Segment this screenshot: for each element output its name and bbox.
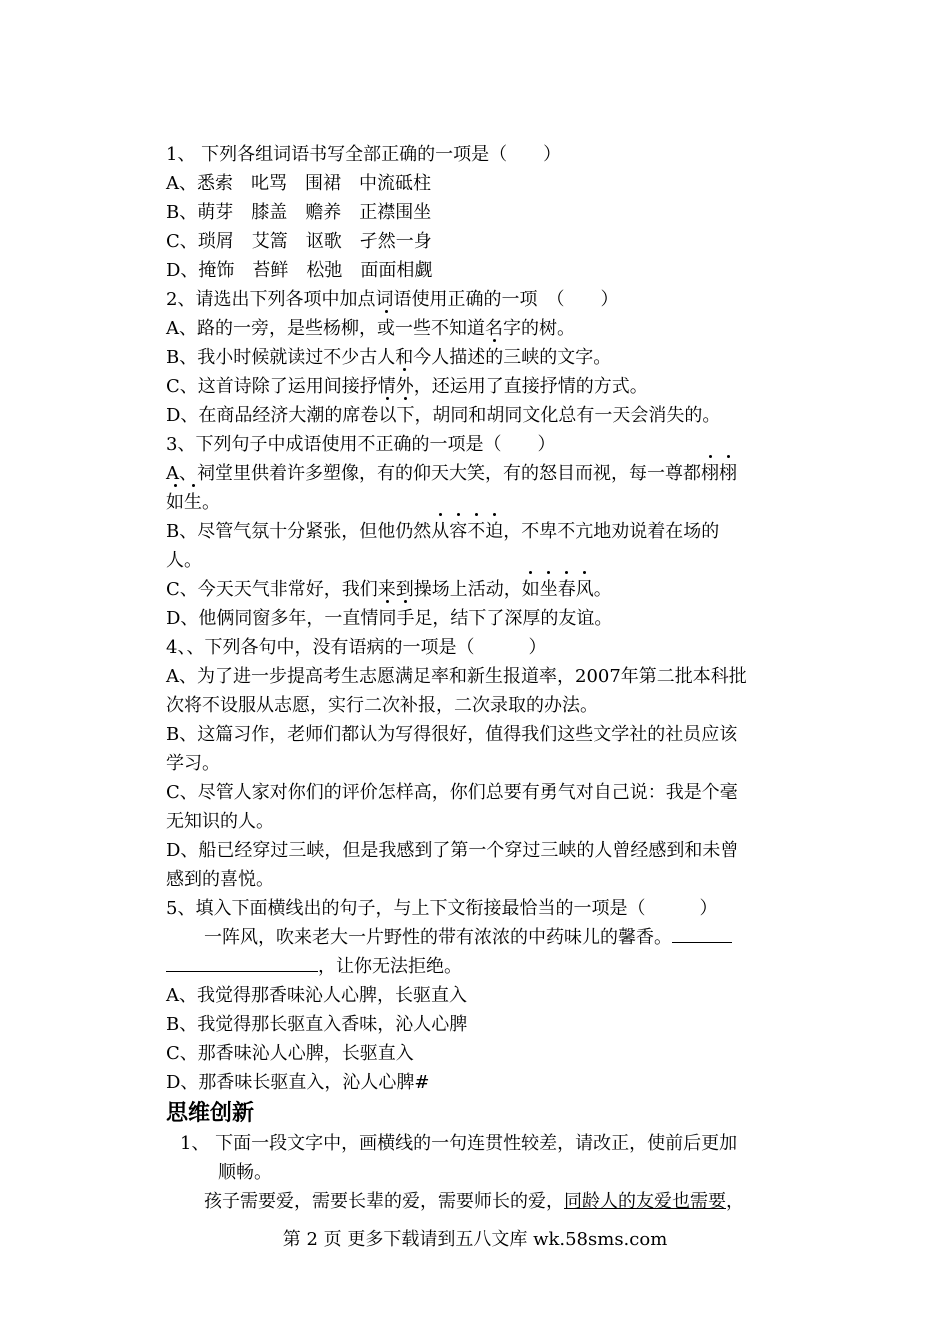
option-text: D、他俩同窗多年，一直情 <box>166 608 379 629</box>
passage-text: 一阵风，吹来老大一片野性的带有浓浓的中药味儿的馨香。 <box>204 927 672 948</box>
dotted-char: 春 <box>558 575 576 604</box>
section-item-1-line1: 1、 下面一段文字中，画横线的一句连贯性较差，请改正，使前后更加 <box>180 1133 738 1154</box>
option-text: ，还运用了直接抒情的方式。 <box>413 376 648 397</box>
dotted-char: 容 <box>449 517 467 546</box>
option-text: A、路的一旁，是些杨柳， <box>166 318 377 339</box>
question-2-option-c <box>166 372 786 401</box>
dotted-char: 如 <box>522 575 540 604</box>
question-4-option-a-line2: 次将不设服从志愿，实行二次补报，二次录取的办法。 <box>166 695 598 716</box>
question-2-option-b <box>166 343 786 372</box>
question-1-option-d: D、掩饰 苔鲜 松弛 面面相觑 <box>166 260 433 281</box>
question-5-option-b: B、我觉得那长驱直入香味，沁人心脾 <box>166 1014 468 1035</box>
question-5-option-c: C、那香味沁人心脾，长驱直入 <box>166 1043 414 1064</box>
dotted-word <box>378 608 414 629</box>
dotted-word <box>701 463 737 484</box>
question-5-passage-line2 <box>166 952 786 981</box>
option-text: A、祠堂里供着许多塑像，有的仰天大笑，有的怒目而视，每一尊都 <box>166 463 701 484</box>
option-text: C、这首诗除了运用间接抒情 <box>166 376 396 397</box>
dotted-char: 手 <box>396 604 414 633</box>
option-text: B、尽管气氛十分紧张，但他仍然 <box>166 521 432 542</box>
dotted-char: 以 <box>378 401 396 430</box>
dotted-word <box>431 521 503 542</box>
dotted-word: 的 <box>485 343 503 372</box>
page-content <box>166 140 786 1216</box>
dotted-char: 坐 <box>540 575 558 604</box>
dotted-word: 外 <box>396 372 414 401</box>
dotted-char: 风 <box>576 575 594 604</box>
dotted-char: 栩 <box>719 459 737 488</box>
question-4-option-d-line1: D、船已经穿过三峡，但是我感到了第一个穿过三峡的人曾经感到和未曾 <box>166 840 739 861</box>
question-4-option-d-line2: 感到的喜悦。 <box>166 869 274 890</box>
question-4-stem: 4、、下列各句中，没有语病的一项是（ ） <box>166 637 547 658</box>
question-1-option-c: C、琐屑 艾篙 讴歌 孑然一身 <box>166 231 432 252</box>
section-heading: 思维创新 <box>166 1101 255 1126</box>
question-4-option-b-line1: B、这篇习作，老师们都认为写得很好，值得我们这些文学社的社员应该 <box>166 724 738 745</box>
option-text: C、今天天气非常好，我们来到操场上活动， <box>166 579 522 600</box>
question-4-option-a-line1: A、为了进一步提高考生志愿满足率和新生报道率，2007年第二批本科批 <box>166 666 747 687</box>
dotted-char: 如 <box>166 488 184 517</box>
dotted-char: 迫 <box>485 517 503 546</box>
question-5-passage-line1 <box>166 923 786 952</box>
section-item-1-line2: 顺畅。 <box>218 1162 272 1183</box>
question-5-option-d: D、那香味长驱直入，沁人心脾# <box>166 1072 430 1093</box>
question-1-option-a: A、悉索 叱骂 围裙 中流砥柱 <box>166 173 431 194</box>
dotted-word <box>378 405 414 426</box>
question-5-stem: 5、填入下面横线出的句子，与上下文衔接最恰当的一项是（ ） <box>166 898 718 919</box>
question-3-option-b-line2: 人。 <box>166 550 202 571</box>
option-text: B、我小时候就读过不少古人和今人描述 <box>166 347 486 368</box>
option-text: 。 <box>202 492 220 513</box>
section-passage <box>166 1187 786 1216</box>
question-3-stem: 3、下列句子中成语使用不正确的一项是（ ） <box>166 434 556 455</box>
question-3-option-c <box>166 575 786 604</box>
question-2-option-d <box>166 401 786 430</box>
question-5-option-a: A、我觉得那香味沁人心脾，长驱直入 <box>166 985 467 1006</box>
question-3-option-b-line1 <box>166 517 786 546</box>
question-4-option-b-line2: 学习。 <box>166 753 220 774</box>
answer-blank <box>672 924 732 943</box>
question-3-option-a-line1 <box>166 459 786 488</box>
passage-text: ，让你无法拒绝。 <box>318 956 462 977</box>
dotted-char: 同 <box>378 604 396 633</box>
option-text: ，胡同和胡同文化总有一天会消失的。 <box>414 405 721 426</box>
dotted-word <box>166 492 202 513</box>
answer-blank <box>166 953 318 972</box>
page-footer: 第 2 页 更多下载请到五八文库 wk.58sms.com <box>282 1229 668 1250</box>
dotted-word <box>522 579 594 600</box>
dotted-char: 不 <box>467 517 485 546</box>
question-2-stem: 2、请选出下列各项中加点词语使用正确的一项 （ ） <box>166 289 619 310</box>
option-text: 三峡的文字。 <box>503 347 612 368</box>
underlined-sentence: 同龄人的友爱也需要 <box>564 1191 726 1212</box>
question-4-option-c-line2: 无知识的人。 <box>166 811 274 832</box>
passage-text: ， <box>726 1191 744 1212</box>
option-text: 足，结下了深厚的友谊。 <box>414 608 613 629</box>
dotted-char: 生 <box>184 488 202 517</box>
dotted-char: 下 <box>396 401 414 430</box>
dotted-char: 栩 <box>701 459 719 488</box>
passage-text: 孩子需要爱，需要长辈的爱，需要师长的爱， <box>204 1191 564 1212</box>
question-1-stem: 1、 下列各组词语书写全部正确的一项是（ ） <box>166 144 562 165</box>
dotted-char: 从 <box>431 517 449 546</box>
option-text: ，不卑不亢地劝说着在场的 <box>503 521 720 542</box>
question-4-option-c-line1: C、尽管人家对你们的评价怎样高，你们总要有勇气对自己说：我是个毫 <box>166 782 738 803</box>
question-2-option-a <box>166 314 786 343</box>
option-text: 一些不知道名字的树。 <box>395 318 575 339</box>
dotted-word: 或 <box>377 314 395 343</box>
option-text: 。 <box>593 579 612 600</box>
question-3-option-d <box>166 604 786 633</box>
question-1-option-b: B、萌芽 膝盖 赡养 正襟围坐 <box>166 202 432 223</box>
option-text: D、在商品经济大潮的席卷 <box>166 405 379 426</box>
